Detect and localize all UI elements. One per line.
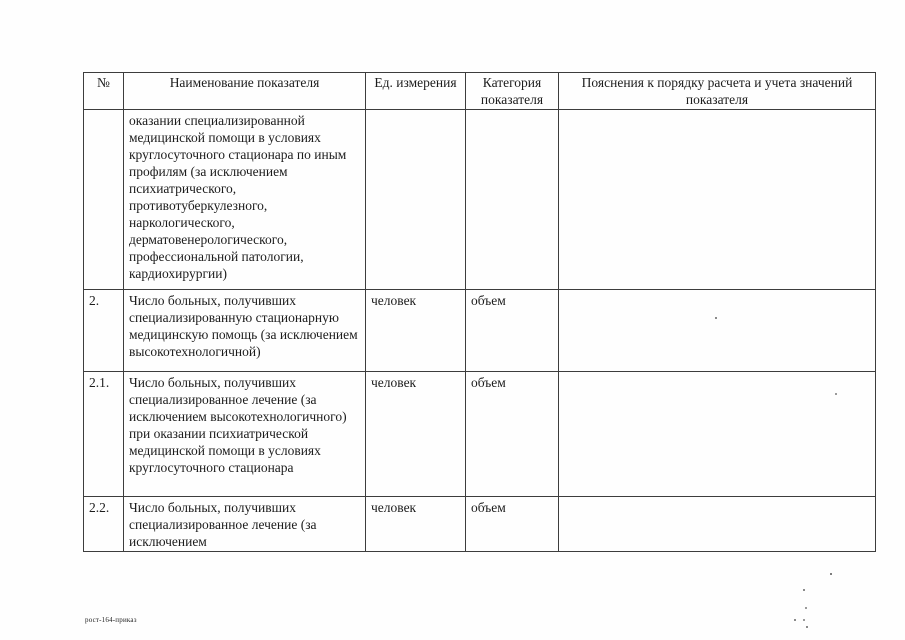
scan-speck [794, 619, 796, 621]
scan-speck [806, 626, 808, 628]
indicators-table [83, 72, 876, 552]
scan-speck [803, 619, 805, 621]
footer-file-note: рост-164-приказ [85, 616, 137, 624]
scan-speck [830, 573, 832, 575]
header-explanation: Пояснения к порядку расчета и учета значений показателя [559, 73, 876, 110]
cell-indicator-name: оказании специализированной медицинской помощи в условиях круглосуточного стационара по иным профилям (за исключением психиатрического, противотуберкулезного, наркологического, дерматовенерологического, профессиональной патологии, кардиохирургии) [124, 110, 366, 290]
cell-unit: человек [366, 372, 466, 497]
cell-explanation [559, 372, 876, 497]
scan-speck [805, 607, 807, 609]
table-row [84, 290, 876, 372]
table-row [84, 110, 876, 290]
cell-indicator-name: Число больных, получивших специализированное лечение (за исключением высокотехнологичного) при оказании психиатрической медицинской помощи в условиях круглосуточного стационара [124, 372, 366, 497]
table-row [84, 372, 876, 497]
cell-number: 2.1. [84, 372, 124, 497]
header-category: Категория показателя [466, 73, 559, 110]
cell-category: объем [466, 372, 559, 497]
header-indicator-name: Наименование показателя [124, 73, 366, 110]
header-unit: Ед. измерения [366, 73, 466, 110]
table-header-row [84, 73, 876, 110]
scan-speck [715, 317, 717, 319]
cell-explanation [559, 497, 876, 552]
cell-unit: человек [366, 497, 466, 552]
cell-category: объем [466, 497, 559, 552]
table-row [84, 497, 876, 552]
cell-unit [366, 110, 466, 290]
cell-category: объем [466, 290, 559, 372]
cell-number: 2. [84, 290, 124, 372]
scan-speck [803, 589, 805, 591]
cell-explanation [559, 110, 876, 290]
cell-number [84, 110, 124, 290]
cell-indicator-name: Число больных, получивших специализированную стационарную медицинскую помощь (за исключением высокотехнологичной) [124, 290, 366, 372]
cell-indicator-name: Число больных, получивших специализированное лечение (за исключением [124, 497, 366, 552]
cell-unit: человек [366, 290, 466, 372]
scan-speck [835, 393, 837, 395]
cell-number: 2.2. [84, 497, 124, 552]
cell-category [466, 110, 559, 290]
cell-explanation [559, 290, 876, 372]
header-number: № [84, 73, 124, 110]
